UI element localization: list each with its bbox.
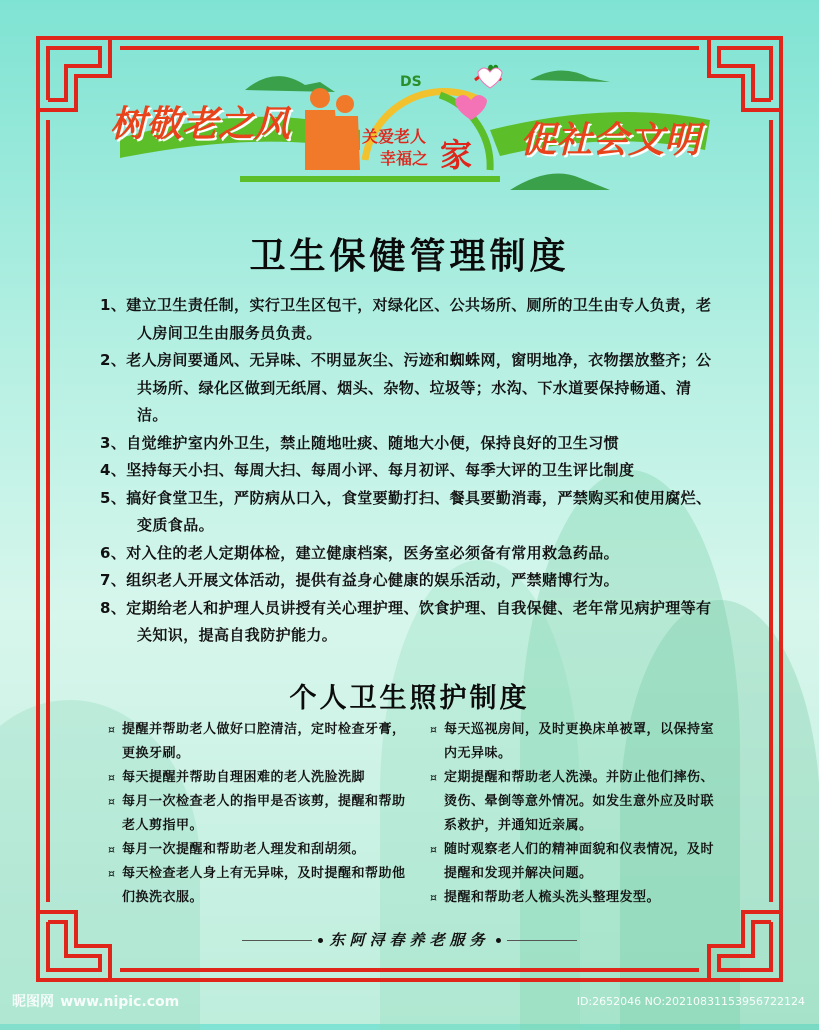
footer-dot [318, 938, 323, 943]
bullet-icon: ¤ [108, 771, 116, 784]
bullet-icon: ¤ [430, 843, 438, 856]
personal-rule-item [108, 790, 408, 838]
home-text-big: 家 [440, 136, 473, 174]
personal-rule-item [108, 862, 408, 910]
footer-divider [507, 940, 577, 941]
bullet-icon: ¤ [108, 843, 116, 856]
personal-rule-item [430, 718, 720, 766]
personal-rule-text: 每天检查老人身上有无异味，及时提醒和帮助他们换洗衣服。 [122, 866, 406, 905]
personal-rule-item [430, 886, 720, 910]
section-title-personal: 个人卫生照护制度 [289, 683, 530, 714]
hygiene-rules-list [100, 292, 720, 650]
footer-dot [496, 938, 501, 943]
rule-item: 8、定期给老人和护理人员讲授有关心理护理、饮食护理、自我保健、老年常见病护理等有关知识，提高自我防护能力。 [100, 598, 712, 644]
watermark-id: ID:2652046 NO:20210831153956722124 [576, 995, 805, 1008]
bullet-icon: ¤ [430, 771, 438, 784]
footer-text: 东阿浔春养老服务 [329, 931, 490, 949]
personal-rule-item [108, 838, 408, 862]
bullet-icon: ¤ [108, 867, 116, 880]
personal-rule-text: 随时观察老人们的精神面貌和仪表情况，及时提醒和发现并解决问题。 [444, 842, 715, 881]
home-text-line1: 关爱老人 [362, 127, 427, 146]
header-banner [110, 60, 710, 195]
rule-item: 6、对入住的老人定期体检，建立健康档案，医务室必须备有常用救急药品。 [100, 543, 620, 562]
personal-rule-text: 每天巡视房间，及时更换床单被罩，以保持室内无异味。 [444, 722, 715, 761]
bullet-icon: ¤ [430, 723, 438, 736]
home-text-line2: 幸福之 [380, 149, 429, 168]
rule-item: 5、搞好食堂卫生，严防病从口入，食堂要勤打扫、餐具要勤消毒，严禁购买和使用腐烂、变质食品。 [100, 488, 712, 534]
footer-org [0, 929, 819, 950]
rule-item: 7、组织老人开展文体活动，提供有益身心健康的娱乐活动，严禁赌博行为。 [100, 571, 620, 589]
personal-rules-right-column [430, 718, 720, 910]
watermark-brand-name: 昵图网 [12, 994, 54, 1010]
motto-left: 树敬老之风 [110, 103, 291, 145]
logo-ds: DS [400, 74, 422, 90]
personal-rule-text: 提醒并帮助老人做好口腔清洁，定时检查牙膏，更换牙刷。 [122, 722, 406, 761]
page-title: 卫生保健管理制度 [249, 236, 570, 277]
personal-rule-text: 提醒和帮助老人梳头洗头整理发型。 [444, 890, 661, 905]
bullet-icon: ¤ [108, 723, 116, 736]
personal-rule-text: 每月一次检查老人的指甲是否该剪，提醒和帮助老人剪指甲。 [122, 794, 406, 833]
bullet-icon: ¤ [430, 891, 438, 904]
watermark-brand [12, 990, 179, 1011]
personal-rule-item [108, 766, 408, 790]
footer-divider [242, 940, 312, 941]
rule-item: 3、自觉维护室内外卫生，禁止随地吐痰、随地大小便，保持良好的卫生习惯 [100, 433, 620, 452]
bullet-icon: ¤ [108, 795, 116, 808]
motto-right: 促社会文明 [519, 119, 700, 161]
rule-item: 2、老人房间要通风、无异味、不明显灰尘、污迹和蜘蛛网，窗明地净，衣物摆放整齐；公共场所、绿化区做到无纸屑、烟头、杂物、垃圾等；水沟、下水道要保持畅通、清洁。 [100, 351, 712, 424]
personal-rule-text: 定期提醒和帮助老人洗澡。并防止他们摔伤、烫伤、晕倒等意外情况。如发生意外应及时联系救护，并通知近亲属。 [444, 770, 715, 833]
rule-item: 1、建立卫生责任制，实行卫生区包干，对绿化区、公共场所、厕所的卫生由专人负责，老人房间卫生由服务员负责。 [100, 296, 712, 342]
personal-rules-left-column [108, 718, 408, 910]
personal-rule-item [430, 766, 720, 838]
personal-rule-item [108, 718, 408, 766]
personal-rule-text: 每天提醒并帮助自理困难的老人洗脸洗脚 [122, 770, 366, 785]
personal-rule-text: 每月一次提醒和帮助老人理发和刮胡须。 [122, 842, 366, 857]
watermark-url: www.nipic.com [60, 994, 180, 1010]
personal-rule-item [430, 838, 720, 886]
rule-item: 4、坚持每天小扫、每周大扫、每周小评、每月初评、每季大评的卫生评比制度 [100, 461, 635, 479]
